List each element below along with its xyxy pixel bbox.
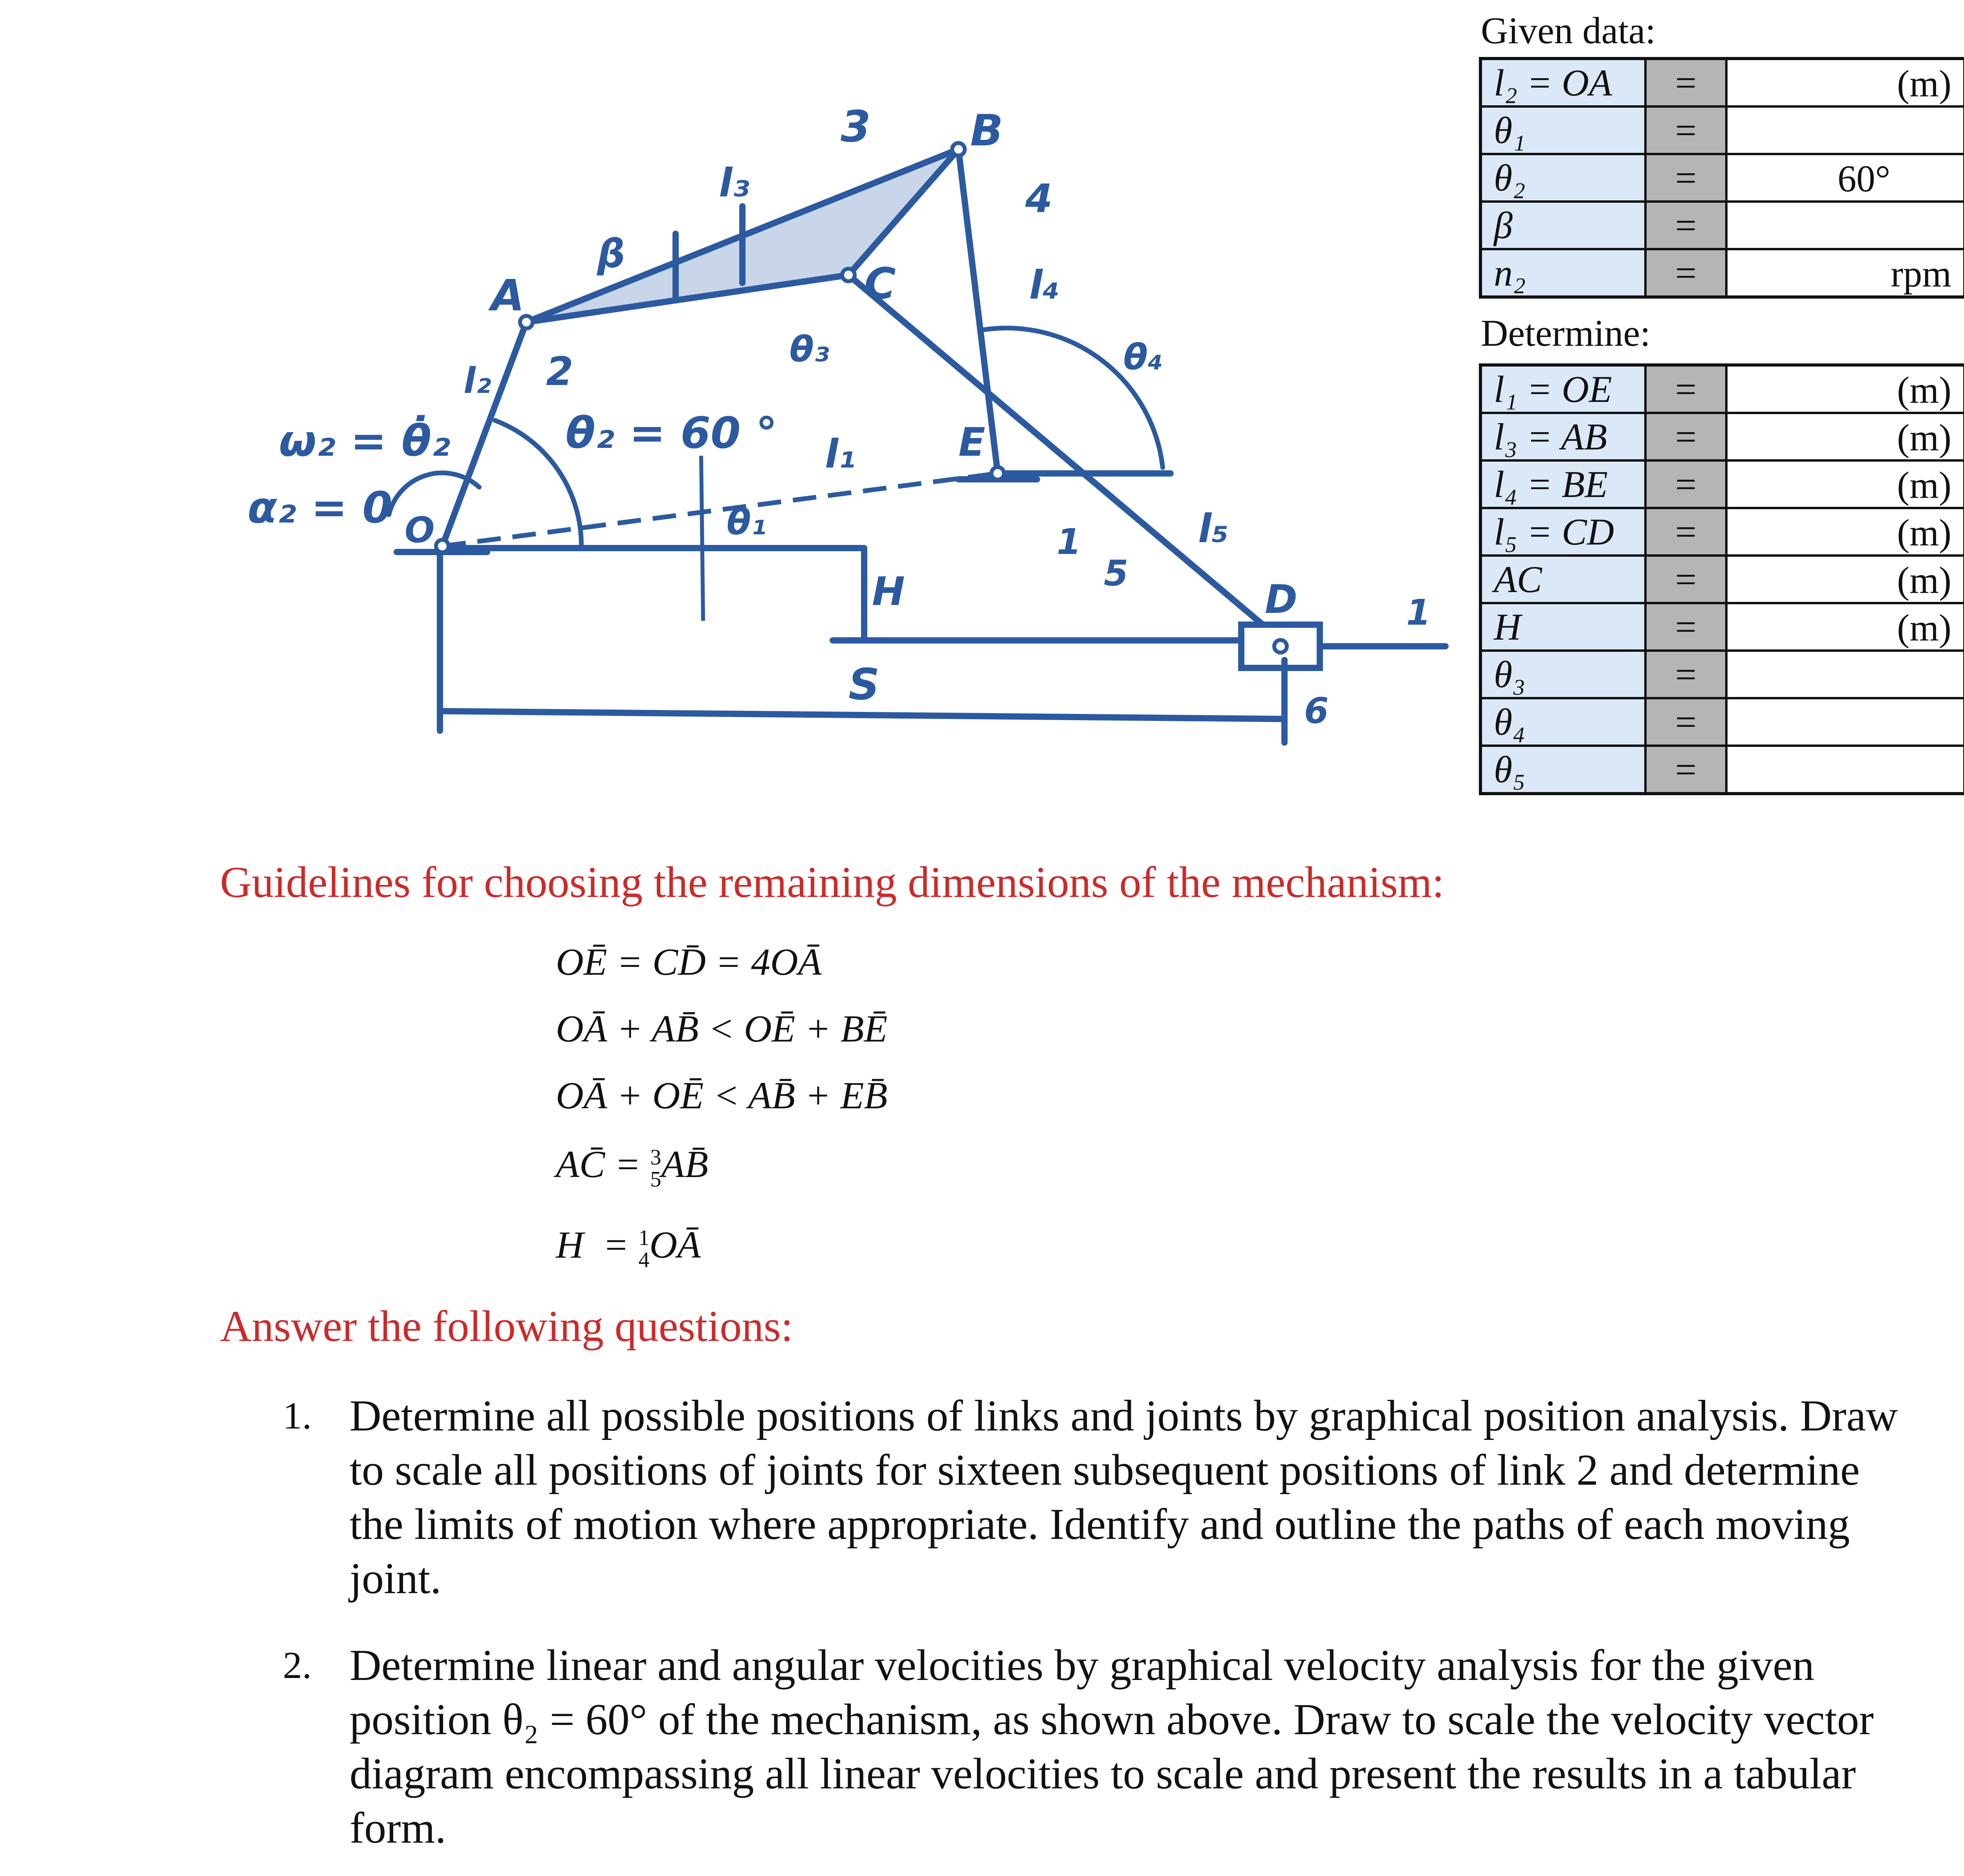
- given-symbol: θ₂: [1480, 154, 1645, 202]
- formula-4-rhs: AB̄: [661, 1143, 709, 1186]
- joint-e: [991, 467, 1004, 480]
- question-1-text: Determine all possible positions of links and joints by graphical position analysis. Draw to scale all positions of joints for sixteen subsequent positions of link 2 and determine the limits of motion where appropriate. Identify and outline the paths of each moving joint.: [350, 1392, 1898, 1603]
- formula-4-den: 5: [650, 1167, 661, 1192]
- determine-value-cell[interactable]: [1726, 556, 1964, 603]
- formula-1: OĒ = CD̄ = 4OĀ: [556, 941, 822, 983]
- label-c: C: [864, 259, 896, 309]
- determine-unit: (m): [1897, 559, 1951, 601]
- determine-equals: =: [1645, 413, 1726, 460]
- determine-row: [1480, 651, 1964, 698]
- determine-unit: (m): [1897, 464, 1951, 506]
- determine-row: [1480, 365, 1964, 413]
- question-2-text: Determine linear and angular velocities by graphical velocity analysis for the given position θ₂ = 60° of the mechanism, as shown above. Draw to scale the velocity vector diagram encompassing all linear velocities to scale and present the results in a tabular form.: [350, 1641, 1874, 1852]
- given-symbol: n₂: [1480, 249, 1645, 297]
- label-link-2: 2: [546, 348, 573, 394]
- given-unit: rpm: [1891, 253, 1951, 295]
- determine-row: [1480, 460, 1964, 508]
- label-e: E: [958, 419, 986, 465]
- label-link-6: 6: [1304, 690, 1329, 732]
- question-2-number: 2.: [283, 1644, 312, 1687]
- formula-5-num: 1: [638, 1225, 650, 1250]
- formula-4-fraction: [650, 1146, 661, 1190]
- label-l1: l₁: [825, 431, 856, 477]
- label-l5: l₅: [1198, 506, 1229, 552]
- label-theta2: θ₂ = 60 °: [566, 408, 777, 458]
- label-h: H: [872, 568, 905, 614]
- determine-value-cell[interactable]: [1726, 508, 1964, 556]
- determine-symbol: l₁ = OE: [1480, 365, 1645, 413]
- label-a: A: [491, 270, 525, 321]
- joint-b: [952, 143, 965, 156]
- determine-row: [1480, 413, 1964, 460]
- label-beta: β: [597, 231, 625, 277]
- determine-value-cell[interactable]: [1726, 698, 1964, 746]
- determine-equals: =: [1645, 651, 1726, 698]
- link-2: [442, 322, 526, 546]
- question-2: [283, 1638, 1913, 1855]
- formula-4-num: 3: [650, 1145, 661, 1170]
- determine-equals: =: [1645, 508, 1726, 556]
- label-ground-e: 1: [1406, 592, 1431, 633]
- label-b: B: [970, 105, 1003, 156]
- determine-row: [1480, 698, 1964, 746]
- given-value: 60°: [1838, 158, 1891, 200]
- questions-heading: Answer the following questions:: [220, 1302, 793, 1351]
- label-l4: l₄: [1029, 262, 1060, 308]
- omega-arc: [389, 473, 479, 515]
- label-o: O: [405, 510, 435, 551]
- determine-table: [1479, 363, 1964, 795]
- label-link-3: 3: [841, 101, 871, 152]
- question-1-number: 1.: [283, 1395, 312, 1437]
- theta1-line: [442, 473, 998, 546]
- determine-value-cell[interactable]: [1726, 365, 1964, 413]
- determine-equals: =: [1645, 698, 1726, 746]
- determine-equals: =: [1645, 746, 1726, 794]
- given-row: [1480, 154, 1964, 202]
- determine-row: [1480, 508, 1964, 556]
- determine-title: Determine:: [1481, 312, 1651, 354]
- given-value-cell[interactable]: [1726, 154, 1964, 202]
- formula-4-lhs: AC̄ =: [556, 1143, 650, 1186]
- given-equals: =: [1645, 249, 1726, 297]
- determine-unit: (m): [1897, 607, 1951, 649]
- label-d: D: [1265, 576, 1298, 622]
- given-row: [1480, 249, 1964, 297]
- formula-3: OĀ + OĒ < AB̄ + EB̄: [556, 1075, 888, 1117]
- given-equals: =: [1645, 106, 1726, 154]
- determine-symbol: θ₅: [1480, 746, 1645, 794]
- label-omega: ω₂ = θ̇₂: [279, 416, 451, 466]
- link-5: [848, 275, 1288, 646]
- determine-row: [1480, 556, 1964, 603]
- determine-symbol: AC: [1480, 556, 1645, 603]
- joint-c: [842, 269, 855, 281]
- label-ground: 1: [1057, 521, 1081, 563]
- label-theta3: θ₃: [790, 329, 830, 370]
- given-value-cell[interactable]: [1726, 202, 1964, 249]
- determine-row: [1480, 746, 1964, 794]
- label-alpha: α₂ = 0: [247, 482, 393, 533]
- determine-value-cell[interactable]: [1726, 460, 1964, 508]
- label-theta1: θ₁: [727, 502, 767, 543]
- determine-value-cell[interactable]: [1726, 651, 1964, 698]
- formula-5-rhs: OĀ: [649, 1224, 701, 1266]
- given-row: [1480, 202, 1964, 249]
- given-equals: =: [1645, 154, 1726, 202]
- mechanism-diagram: [220, 79, 1477, 778]
- given-data-title: Given data:: [1481, 9, 1656, 51]
- formula-5: [556, 1226, 701, 1271]
- given-symbol: β: [1480, 202, 1645, 249]
- given-value-cell[interactable]: [1726, 106, 1964, 154]
- determine-symbol: l₅ = CD: [1480, 508, 1645, 556]
- determine-value-cell[interactable]: [1726, 413, 1964, 460]
- given-value-cell[interactable]: [1726, 59, 1964, 106]
- determine-unit: (m): [1897, 369, 1951, 411]
- determine-row: [1480, 603, 1964, 651]
- determine-symbol: l₄ = BE: [1480, 460, 1645, 508]
- determine-equals: =: [1645, 365, 1726, 413]
- given-symbol: l₂ = OA: [1480, 59, 1645, 106]
- determine-symbol: l₃ = AB: [1480, 413, 1645, 460]
- determine-symbol: θ₃: [1480, 651, 1645, 698]
- label-l3: l₃: [719, 160, 750, 206]
- formula-4: [556, 1145, 708, 1190]
- determine-equals: =: [1645, 460, 1726, 508]
- l1-tick: [701, 456, 703, 621]
- label-s: S: [848, 659, 880, 710]
- s-dim-line: [440, 711, 1284, 719]
- label-l2: l₂: [464, 360, 491, 402]
- joint-o: [436, 540, 449, 552]
- joint-d: [1274, 640, 1287, 653]
- given-row: [1480, 106, 1964, 154]
- given-value-cell[interactable]: [1726, 249, 1964, 297]
- label-link-4: 4: [1025, 176, 1053, 222]
- determine-value-cell[interactable]: [1726, 603, 1964, 651]
- given-equals: =: [1645, 59, 1726, 106]
- determine-equals: =: [1645, 603, 1726, 651]
- determine-equals: =: [1645, 556, 1726, 603]
- formula-2: OĀ + AB̄ < OĒ + BĒ: [556, 1008, 888, 1050]
- given-symbol: θ₁: [1480, 106, 1645, 154]
- question-1: [283, 1389, 1913, 1606]
- determine-unit: (m): [1897, 512, 1951, 554]
- given-unit: (m): [1897, 62, 1951, 105]
- determine-symbol: H: [1480, 603, 1645, 651]
- guidelines-heading: Guidelines for choosing the remaining dimensions of the mechanism:: [220, 858, 1444, 907]
- determine-symbol: θ₄: [1480, 698, 1645, 746]
- formula-5-den: 4: [638, 1247, 650, 1272]
- formula-5-fraction: [638, 1227, 649, 1271]
- label-theta4: θ₄: [1123, 337, 1163, 378]
- given-data-table: [1479, 57, 1964, 299]
- given-equals: =: [1645, 202, 1726, 249]
- determine-unit: (m): [1897, 416, 1951, 458]
- determine-value-cell[interactable]: [1726, 746, 1964, 794]
- label-link-5: 5: [1104, 553, 1129, 594]
- formula-5-lhs: H =: [556, 1224, 639, 1266]
- given-row: [1480, 59, 1964, 106]
